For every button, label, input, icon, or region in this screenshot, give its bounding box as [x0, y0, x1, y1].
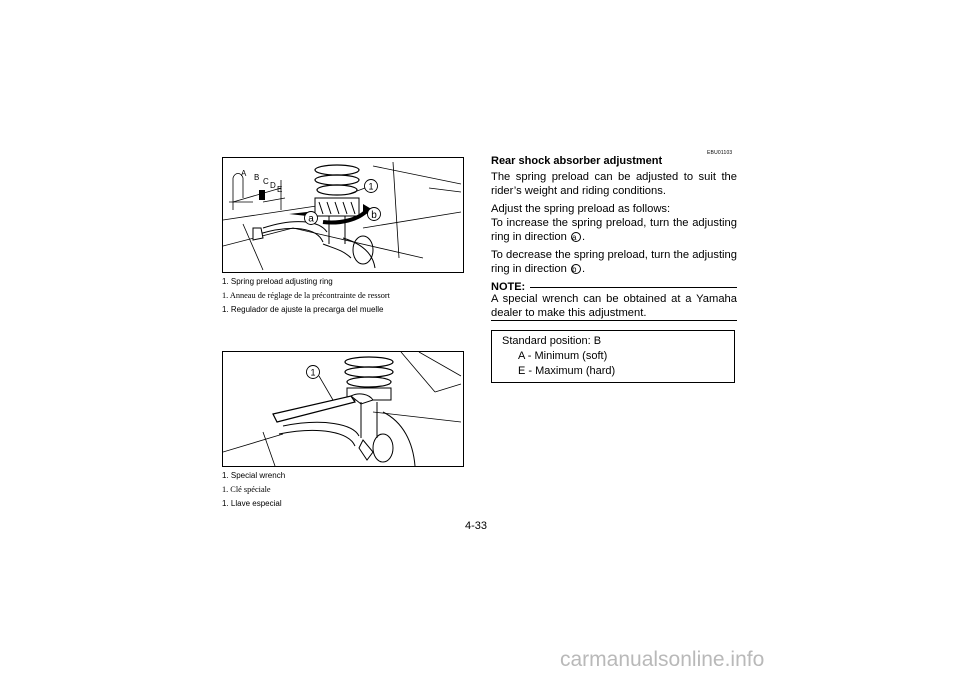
scale-letter-d: D — [270, 181, 276, 190]
callout-part-1: 1 — [310, 367, 316, 378]
scale-letter-a: A — [241, 169, 247, 178]
illustration-special-wrench — [223, 352, 463, 466]
callout-part-1: 1 — [368, 181, 374, 192]
figure1-caption-en: 1. Spring preload adjusting ring — [222, 277, 333, 286]
decrease-text: To decrease the spring preload, turn the adjusting ring in direction — [491, 249, 737, 275]
standard-position-maximum: E - Maximum (hard) — [518, 365, 616, 377]
figure-special-wrench — [222, 351, 464, 467]
paragraph-decrease: To decrease the spring preload, turn the adjusting ring in direction b . — [491, 249, 737, 275]
callout-direction-a: a — [308, 213, 314, 225]
figure2-caption-es: 1. Llave especial — [222, 499, 282, 508]
standard-position-minimum: A - Minimum (soft) — [518, 350, 608, 362]
paragraph-adjust: Adjust the spring preload as follows: — [491, 203, 671, 215]
figure2-caption-en: 1. Special wrench — [222, 471, 286, 480]
increase-text: To increase the spring preload, turn the adjusting ring in direction — [491, 217, 737, 243]
direction-b-marker: b — [571, 264, 581, 274]
section-code: EBU01103 — [707, 150, 733, 156]
standard-position-box — [491, 330, 735, 383]
section-heading: Rear shock absorber adjustment — [491, 155, 663, 167]
paragraph-increase: To increase the spring preload, turn the adjusting ring in direction a . — [491, 217, 737, 243]
figure-spring-preload-ring — [222, 157, 464, 273]
figure2-caption-fr: 1. Clé spéciale — [222, 485, 271, 494]
note-text: A special wrench can be obtained at a Yamaha dealer to make this adjustment. — [491, 293, 737, 319]
paragraph-intro: The spring preload can be adjusted to suit the rider’s weight and riding conditions. — [491, 171, 737, 197]
figure1-caption-fr: 1. Anneau de réglage de la précontrainte de ressort — [222, 291, 390, 300]
standard-position-title: Standard position: B — [502, 335, 602, 347]
watermark: carmanualsonline.info — [560, 648, 765, 671]
illustration-shock-absorber-ring — [223, 158, 463, 272]
scale-letter-e: E — [277, 185, 283, 194]
note-label: NOTE: — [491, 281, 526, 293]
callout-direction-b: b — [371, 210, 377, 221]
page-number: 4-33 — [465, 520, 488, 532]
direction-a-marker: a — [571, 232, 581, 242]
scale-letter-c: C — [263, 177, 269, 186]
figure1-caption-es: 1. Regulador de ajuste la precarga del muelle — [222, 305, 384, 314]
note-rule-bottom — [491, 320, 737, 321]
note-rule-top — [530, 287, 737, 288]
scale-letter-b: B — [254, 173, 260, 182]
